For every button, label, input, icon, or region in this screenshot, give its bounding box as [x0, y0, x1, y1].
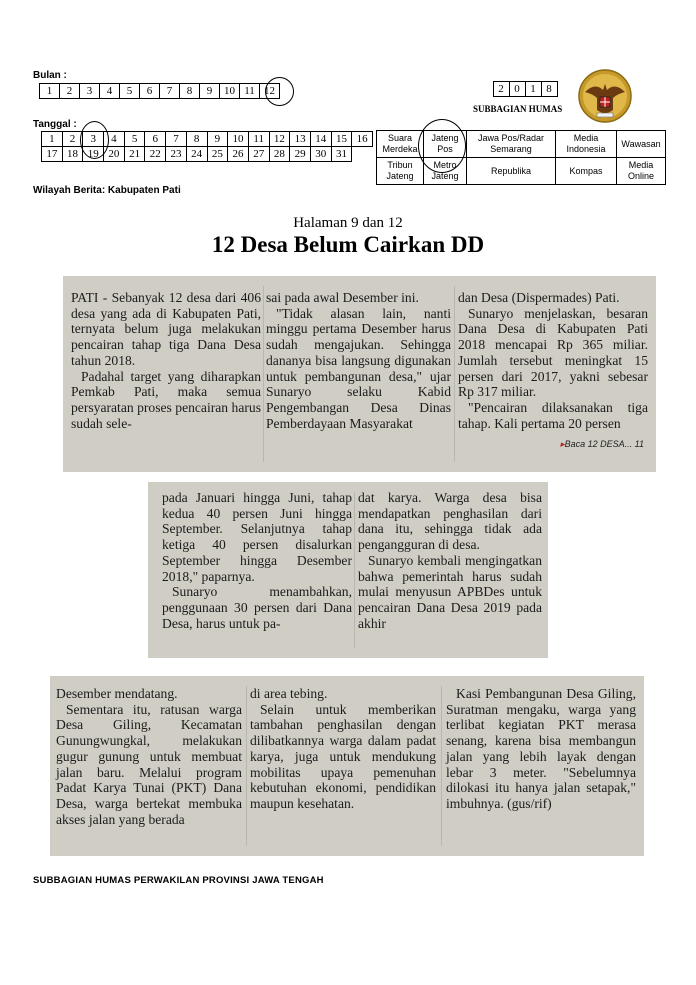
media-jateng-pos: Jateng Pos [424, 131, 467, 158]
paragraph: "Tidak alasan lain, nanti minggu pertama Desember harus sudah mengajukan. Sehingga dananya bisa langsung digunakan untuk pembangunan desa," ujar Sunaryo selaku Kabid Pengembangan Desa Dinas Pemberdayaan Masyarakat [266, 305, 451, 431]
selected-date-circle [80, 121, 109, 159]
footer-text: SUBBAGIAN HUMAS PERWAKILAN PROVINSI JAWA TENGAH [33, 875, 324, 886]
year-digit: 0 [510, 82, 526, 97]
date-cell: 26 [228, 147, 249, 162]
paragraph: Selain untuk memberikan tambahan penghasilan dengan dilibatkannya warga dalam padat karya, juga untuk mendukung mobilitas upaya pemenuhan kebutuhan ekonomi, pendidikan maupun kesehatan. [250, 701, 436, 811]
date-cell: 1 [42, 132, 63, 147]
org-name: SUBBAGIAN HUMAS [473, 104, 563, 114]
date-cell: 18 [62, 147, 83, 162]
paragraph: Sunaryo menjelaskan, besaran Dana Desa di Kabupaten Pati 2018 mencapai Rp 365 miliar. Jumlah tersebut meningkat 15 persen dari 2017, yakni sebesar Rp 317 miliar. [458, 305, 648, 400]
month-cell: 8 [180, 84, 200, 99]
date-cell: 29 [290, 147, 311, 162]
media-suara-merdeka: Suara Merdeka [377, 131, 424, 158]
news-region: Wilayah Berita: Kabupaten Pati [33, 185, 181, 196]
month-label: Bulan : [33, 70, 67, 81]
month-cell: 3 [80, 84, 100, 99]
year-box [493, 81, 558, 97]
date-cell: 31 [331, 147, 352, 162]
paragraph: dat karya. Warga desa bisa mendapatkan penghasilan dari dana itu, sehingga tidak ada pengangguran di desa. [358, 490, 542, 553]
date-cell: 21 [124, 147, 145, 162]
media-metro-jateng: Metro Jateng [424, 158, 467, 185]
date-cell: 19 [83, 147, 104, 162]
month-cell: 7 [160, 84, 180, 99]
month-cell: 6 [140, 84, 160, 99]
continued-reference [556, 439, 644, 450]
date-cell-empty [352, 147, 373, 162]
paragraph: "Pencairan dilaksanakan tiga tahap. Kali pertama 20 persen [458, 399, 648, 431]
media-jawa-pos: Jawa Pos/Radar Semarang [467, 131, 556, 158]
date-cell: 20 [104, 147, 125, 162]
media-kompas: Kompas [556, 158, 617, 185]
month-cell: 12 [260, 84, 280, 99]
clip1-column-1 [71, 290, 261, 431]
month-cell: 2 [60, 84, 80, 99]
selected-media-circle [418, 119, 466, 173]
paragraph: di area tebing. [250, 686, 328, 701]
paragraph: Sunaryo kembali mengingatkan bahwa pemerintah harus sudah mulai menyusun APBDes untuk pencairan Dana Desa 2019 pada akhir [358, 552, 542, 631]
month-cell: 11 [240, 84, 260, 99]
date-cell: 25 [207, 147, 228, 162]
month-cell: 9 [200, 84, 220, 99]
media-media-indonesia: Media Indonesia [556, 131, 617, 158]
selected-month-circle [265, 77, 294, 106]
paragraph: Sementara itu, ratusan warga Desa Giling, Kecamatan Gunungwungkal, melakukan gugur gunung untuk membuat jalan baru. Melalui program Padat Karya Tunai (PKT) Dana Desa, warga bertekat membuka akses jalan yang berada [56, 701, 242, 827]
year-digit: 1 [526, 82, 542, 97]
date-cell: 27 [248, 147, 269, 162]
paragraph: pada Januari hingga Juni, tahap kedua 40 persen Juni hingga September. Selanjutnya tahap ketiga 40 persen disalurkan September hingga Desember 2018," paparnya. [162, 490, 352, 584]
month-cell: 1 [40, 84, 60, 99]
date-cell: 23 [166, 147, 187, 162]
garuda-emblem-icon [577, 68, 633, 124]
date-cell: 12 [269, 132, 290, 147]
media-republika: Republika [467, 158, 556, 185]
date-cell: 4 [104, 132, 125, 147]
paragraph: Desember mendatang. [56, 686, 178, 701]
date-cell: 5 [124, 132, 145, 147]
arrow-right-icon: ▸ [560, 439, 565, 449]
date-cell: 17 [42, 147, 63, 162]
date-cell: 22 [145, 147, 166, 162]
clip1-column-3 [458, 290, 648, 431]
date-cell: 11 [248, 132, 269, 147]
news-clipping-1 [63, 276, 656, 472]
month-cell: 10 [220, 84, 240, 99]
paragraph: Padahal target yang diharapkan Pemkab Pati, maka semua persyaratan proses pencairan harus sudah sele- [71, 368, 261, 431]
date-cell: 3 [83, 132, 104, 147]
year-digit: 8 [542, 82, 558, 97]
clip1-column-2 [266, 290, 451, 431]
date-cell: 9 [207, 132, 228, 147]
month-grid [39, 83, 280, 99]
paragraph: dan Desa (Dispermades) Pati. [458, 290, 620, 305]
month-cell: 5 [120, 84, 140, 99]
clip3-column-1 [56, 686, 242, 827]
date-label: Tanggal : [33, 119, 77, 130]
year-digit: 2 [494, 82, 510, 97]
news-clipping-2 [148, 482, 548, 658]
date-cell: 14 [310, 132, 331, 147]
month-cell: 4 [100, 84, 120, 99]
paragraph: sai pada awal Desember ini. [266, 290, 419, 305]
media-online: Media Online [617, 158, 666, 185]
date-cell: 13 [290, 132, 311, 147]
page-reference: Halaman 9 dan 12 [293, 215, 403, 231]
clip2-column-1 [162, 490, 352, 631]
date-cell: 16 [352, 132, 373, 147]
date-cell: 24 [186, 147, 207, 162]
article-title: 12 Desa Belum Cairkan DD [211, 232, 485, 257]
date-cell: 7 [166, 132, 187, 147]
date-cell: 8 [186, 132, 207, 147]
media-tribun-jateng: Tribun Jateng [377, 158, 424, 185]
date-cell: 30 [310, 147, 331, 162]
clip3-column-2 [250, 686, 436, 812]
news-clipping-3 [50, 676, 644, 856]
clip3-column-3 [446, 686, 636, 812]
paragraph: PATI - Sebanyak 12 desa dari 406 desa yang ada di Kabupaten Pati, ternyata belum juga melakukan pencairan tahap tiga Dana Desa tahun 2018. [71, 290, 261, 368]
date-cell: 6 [145, 132, 166, 147]
date-cell: 2 [62, 132, 83, 147]
continued-text: Baca 12 DESA... 11 [564, 439, 644, 449]
date-cell: 10 [228, 132, 249, 147]
clip2-column-2 [358, 490, 542, 631]
date-cell: 15 [331, 132, 352, 147]
paragraph: Kasi Pembangunan Desa Giling, Suratman mengaku, warga yang terlibat kegiatan PKT merasa senang, karena bisa membangun jalan yang lebih layak dengan lebar 3 meter. "Sebelumnya dilokasi itu hanya jalan setapak," imbuhnya. (gus/rif) [446, 686, 636, 811]
date-cell: 28 [269, 147, 290, 162]
paragraph: Sunaryo menambahkan, penggunaan 30 persen dari Dana Desa, harus untuk pa- [162, 584, 352, 631]
media-wawasan: Wawasan [617, 131, 666, 158]
